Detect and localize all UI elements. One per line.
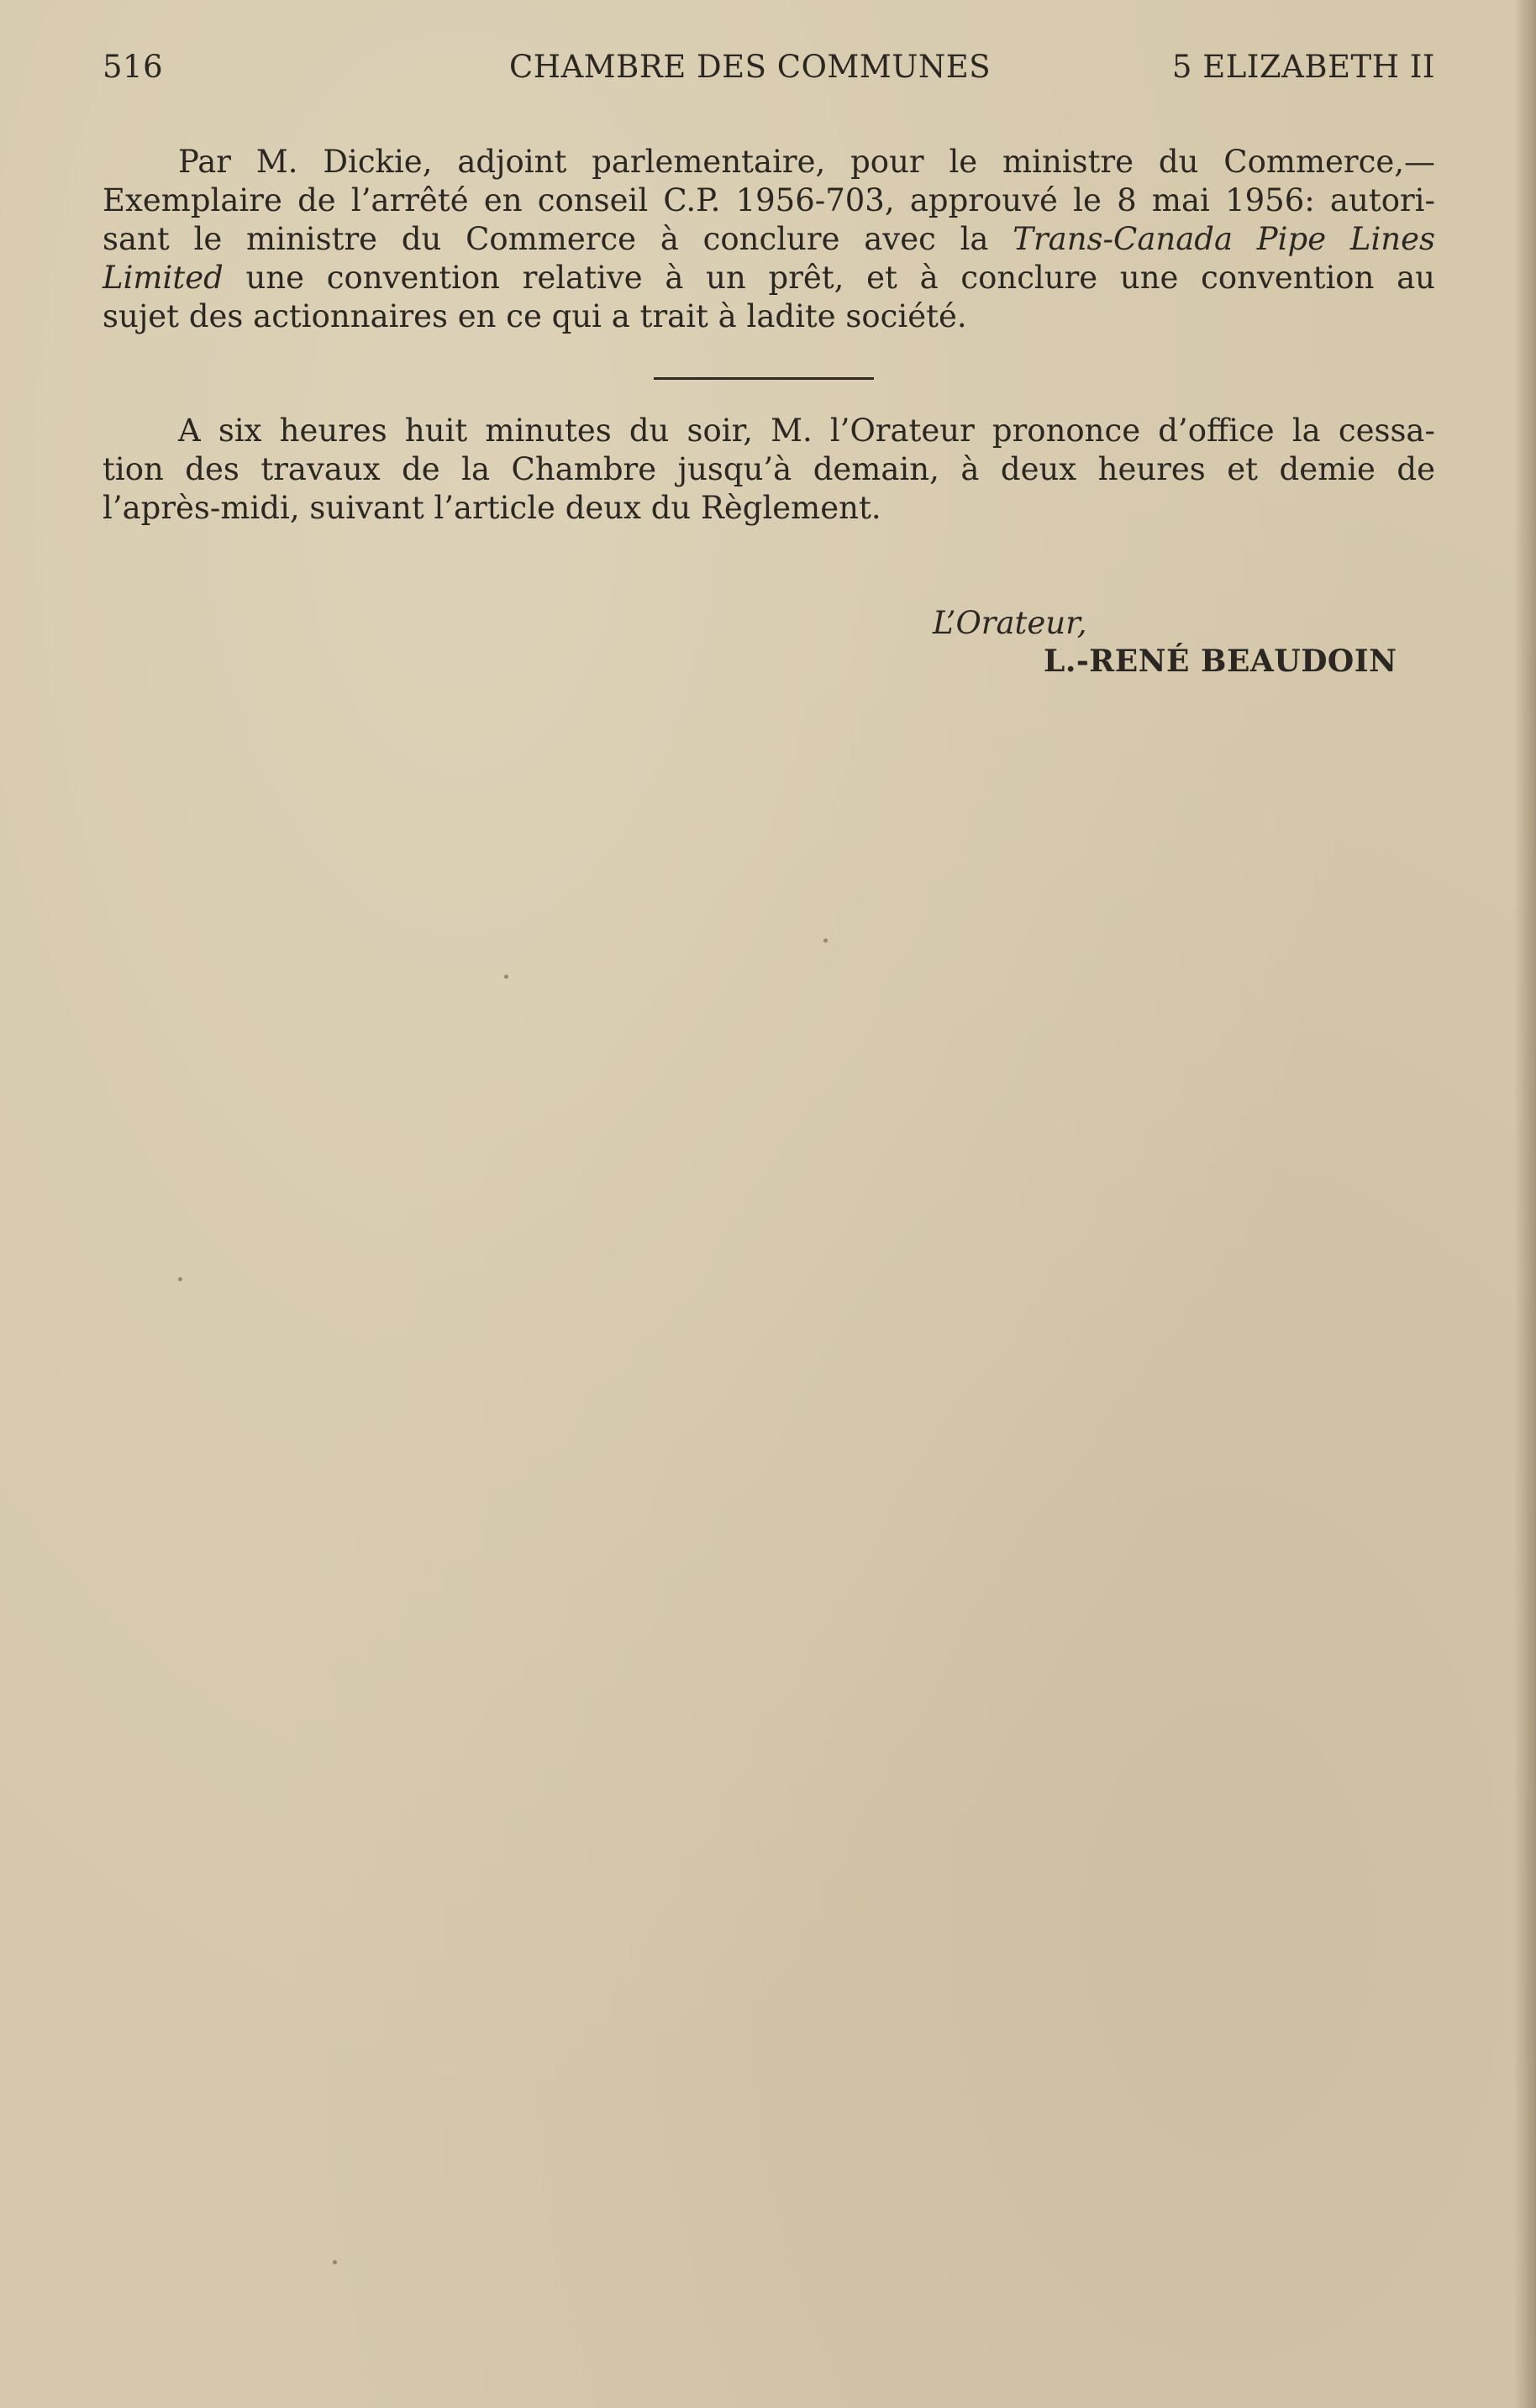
text-line <box>103 220 1435 259</box>
text-line: Exemplaire de l’arrêté en conseil C.P. 1956-703, approuvé le 8 mai 1956: autori- <box>103 182 1435 218</box>
section-divider <box>654 377 874 380</box>
page-number: 516 <box>103 49 164 85</box>
text-line: tion des travaux de la Chambre jusqu’à demain, à deux heures et demie de <box>103 451 1435 487</box>
text-run: sant le ministre du Commerce à conclure avec la <box>103 221 1013 257</box>
paper-speck <box>823 938 828 943</box>
paper-speck <box>178 1277 182 1281</box>
text-line: Par M. Dickie, adjoint parlementaire, pour le ministre du Commerce,— <box>178 144 1435 180</box>
text-line: A six heures huit minutes du soir, M. l’Orateur prononce d’office la cessa- <box>178 413 1435 449</box>
session-label: 5 ELIZABETH II <box>1171 49 1435 85</box>
company-name-italic: Trans-Canada Pipe Lines <box>1013 221 1435 257</box>
text-run: une convention relative à un prêt, et à conclure une convention au <box>223 260 1435 296</box>
paragraph-tabling <box>103 143 1435 336</box>
signature-role: L’Orateur, <box>933 605 1087 641</box>
paragraph-adjournment <box>103 412 1435 528</box>
signature-name: L.-RENÉ BEAUDOIN <box>1044 644 1397 679</box>
page-edge-shadow <box>1514 0 1536 2408</box>
running-title: CHAMBRE DES COMMUNES <box>509 49 992 85</box>
page-header <box>103 49 1435 91</box>
company-name-italic: Limited <box>103 260 224 296</box>
text-line <box>103 259 1435 297</box>
paper-speck <box>504 975 508 979</box>
paper-speck <box>333 2260 337 2264</box>
text-line: sujet des actionnaires en ce qui a trait à ladite société. <box>103 298 967 334</box>
text-line: l’après-midi, suivant l’article deux du Règlement. <box>103 490 881 526</box>
